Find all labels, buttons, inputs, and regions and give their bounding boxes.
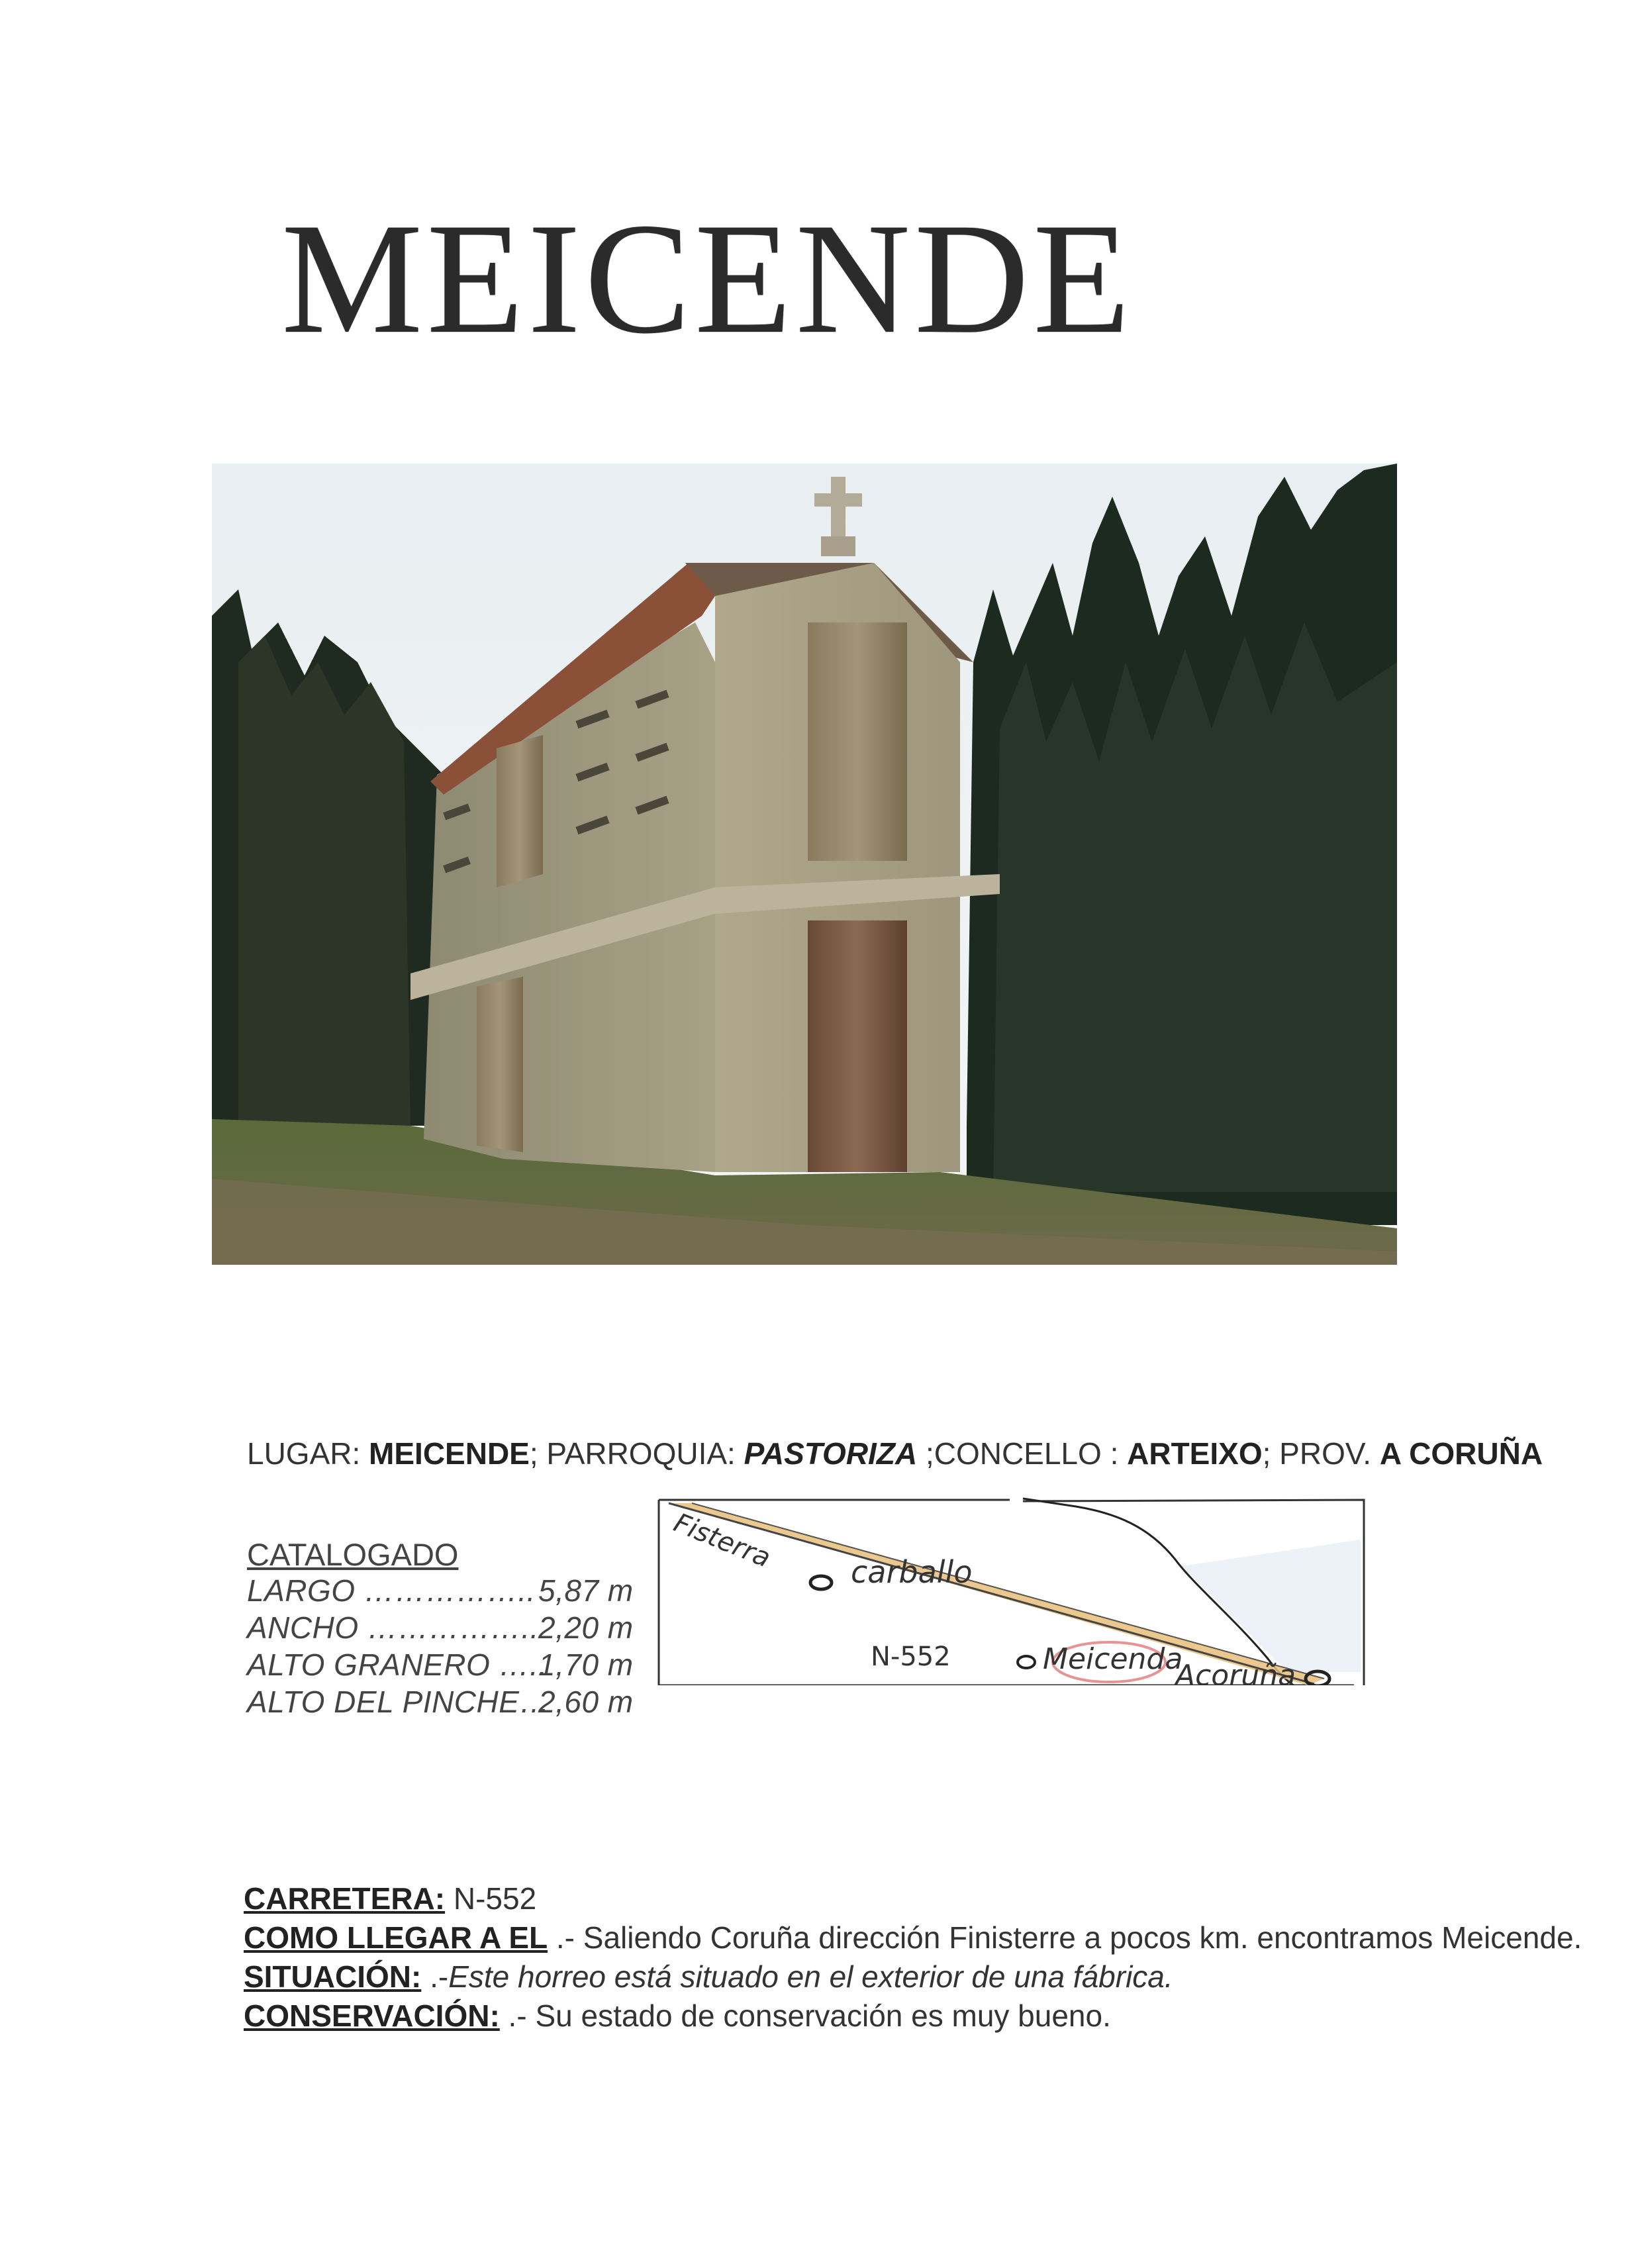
- situacion-label: SITUACIÓN:: [244, 1959, 422, 1994]
- catalog-row: [247, 1684, 634, 1721]
- lugar-value: MEICENDE: [369, 1436, 530, 1471]
- horreo-photo: [212, 464, 1397, 1265]
- catalog-value: 2,20 m: [538, 1610, 634, 1645]
- concello-value: ARTEIXO: [1127, 1436, 1263, 1471]
- separator: ;: [529, 1436, 547, 1471]
- carretera-label: CARRETERA:: [244, 1881, 446, 1916]
- parroquia-label: PARROQUIA:: [546, 1436, 744, 1471]
- catalog-value: 2,60 m: [538, 1685, 634, 1719]
- situacion-prefix: .-: [421, 1959, 449, 1994]
- situacion-value: Este horreo está situado en el exterior de una fábrica.: [448, 1959, 1173, 1994]
- lugar-label: LUGAR:: [247, 1436, 369, 1471]
- catalog-row: [247, 1610, 634, 1647]
- carretera-line: [244, 1879, 1582, 1918]
- catalog-row: [247, 1573, 634, 1610]
- catalog-label: ALTO DEL PINCHE…: [247, 1685, 550, 1719]
- catalog-value: 5,87 m: [538, 1573, 634, 1608]
- catalog-row: [247, 1647, 634, 1684]
- concello-label: ;CONCELLO :: [917, 1436, 1128, 1471]
- catalog-heading: CATALOGADO: [247, 1537, 459, 1572]
- carretera-value: N-552: [445, 1881, 537, 1916]
- page-title: MEICENDE: [281, 190, 1134, 366]
- conservacion-value: .- Su estado de conservación es muy bueno.: [499, 1998, 1111, 2033]
- map-label-road: N-552: [871, 1642, 951, 1672]
- parroquia-value: PASTORIZA: [744, 1436, 918, 1471]
- map-label-coruna: Acoruña: [1175, 1659, 1296, 1685]
- location-map-drawing: [652, 1487, 1387, 1685]
- location-line: [247, 1436, 1543, 1471]
- map-label-meicende: Meicenda: [1043, 1642, 1183, 1676]
- map-label-fisterra: Fisterra: [669, 1507, 775, 1574]
- prov-value: A CORUÑA: [1379, 1436, 1543, 1471]
- catalog-value: 1,70 m: [538, 1648, 634, 1682]
- info-block: [244, 1879, 1582, 2036]
- conservacion-line: [244, 1997, 1582, 2036]
- catalog-label: ANCHO ……………..: [247, 1610, 539, 1645]
- catalog-block: [247, 1536, 634, 1721]
- catalog-label: ALTO GRANERO …..: [247, 1648, 548, 1682]
- situacion-line: [244, 1957, 1582, 1997]
- conservacion-label: CONSERVACIÓN:: [244, 1998, 500, 2033]
- prov-label: ; PROV.: [1262, 1436, 1380, 1471]
- como-value: .- Saliendo Coruña dirección Finisterre a pocos km. encontramos Meicende.: [548, 1920, 1582, 1955]
- como-label: COMO LLEGAR A EL: [244, 1920, 548, 1955]
- map-label-carballo: carballo: [851, 1554, 973, 1590]
- catalog-label: LARGO ……………..: [247, 1573, 536, 1608]
- como-line: [244, 1918, 1582, 1957]
